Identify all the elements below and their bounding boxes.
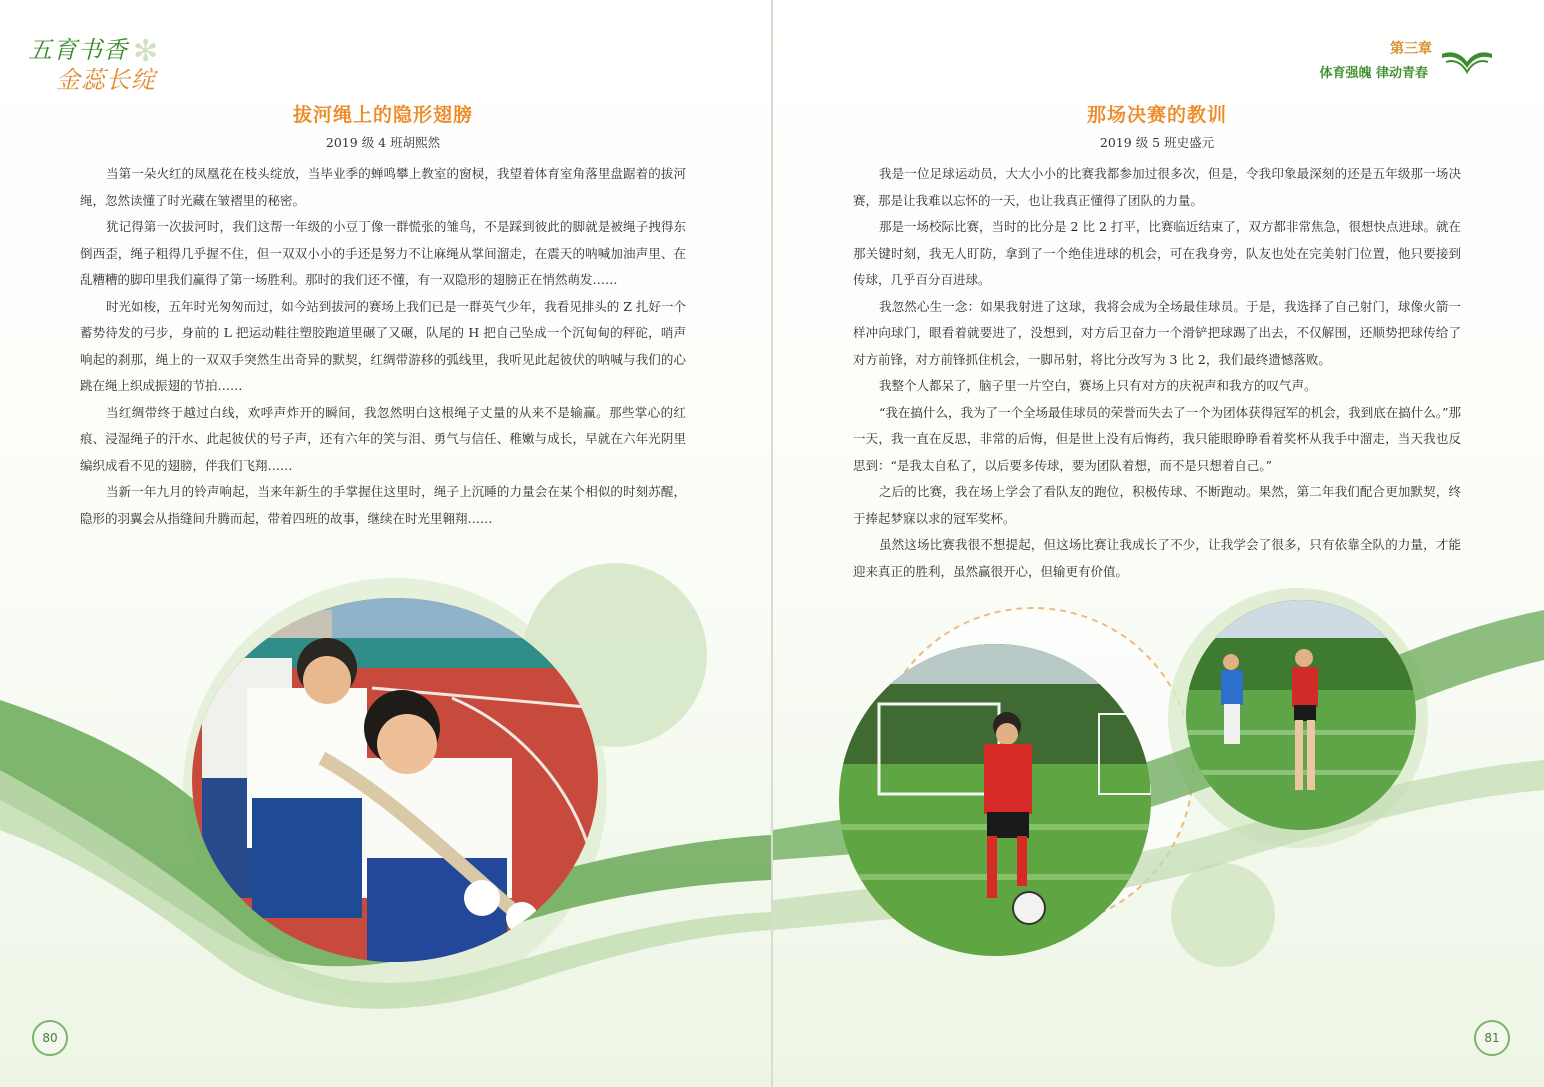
paragraph: 虽然这场比赛我很不想提起，但这场比赛让我成长了不少，让我学会了很多，只有依靠全队的力量，才能迎来真正的胜利，虽然赢很开心，但输更有价值。 [853, 537, 1461, 579]
right-article [853, 100, 1461, 585]
football-kick-photo [839, 644, 1151, 956]
left-page [0, 0, 771, 1087]
article-author: 2019 级 4 班胡熙然 [325, 135, 441, 150]
article-author: 2019 级 5 班史盛元 [1099, 135, 1215, 150]
paragraph: 当新一年九月的铃声响起，当来年新生的手掌握住这里时，绳子上沉睡的力量会在某个相似的时刻苏醒，隐形的羽翼会从指缝间升腾而起，带着四班的故事，继续在时光里翱翔…… [80, 484, 686, 526]
open-book-icon [1440, 46, 1494, 76]
paragraph: 当第一朵火红的凤凰花在枝头绽放，当毕业季的蝉鸣攀上教室的窗棂，我望着体育室角落里盘踞着的拔河绳，忽然读懂了时光藏在皱褶里的秘密。 [80, 166, 686, 208]
paragraph: 我是一位足球运动员，大大小小的比赛我都参加过很多次，但是，令我印象最深刻的还是五年级那一场决赛，那是让我难以忘怀的一天，也让我真正懂得了团队的力量。 [853, 166, 1461, 208]
paragraph: 时光如梭，五年时光匆匆而过，如今站到拔河的赛场上我们已是一群英气少年，我看见排头的 Z 扎好一个蓄势待发的弓步，身前的 L 把运动鞋往塑胶跑道里碾了又碾，队尾的 H 把自己坠成一个沉甸甸的秤砣，哨声响起的刹那，绳上的一双双手突然生出奇异的默契，红绸带游移的弧线里，我听见此起彼伏的呐喊与我们的心跳在绳上织成振翅的节拍…… [80, 298, 686, 393]
brand-line-2: 金蕊长绽 [56, 66, 156, 94]
paragraph: 当红绸带终于越过白线，欢呼声炸开的瞬间，我忽然明白这根绳子丈量的从来不是输赢。那些掌心的红痕、浸湿绳子的汗水、此起彼伏的号子声，还有六年的笑与泪、勇气与信任、稚嫩与成长，早就在六年光阴里编织成看不见的翅膀，伴我们飞翔…… [80, 404, 686, 473]
paragraph: 我整个人都呆了，脑子里一片空白，赛场上只有对方的庆祝声和我方的叹气声。 [879, 378, 1317, 393]
paragraph: “我在搞什么，我为了一个全场最佳球员的荣誉而失去了一个为团体获得冠军的机会，我到底在搞什么。”那一天，我一直在反思，非常的后悔，但是世上没有后悔药，我只能眼睁睁看着奖杯从我手中溜走，当天我也反思到：“是我太自私了，以后要多传球，要为团队着想，而不是只想着自己。” [853, 404, 1461, 473]
page-number: 80 [32, 1020, 68, 1056]
brand-line-1: 五育书香 [28, 36, 128, 64]
paragraph: 那是一场校际比赛，当时的比分是 2 比 2 打平，比赛临近结束了，双方都非常焦急，很想快点进球。就在那关键时刻，我无人盯防，拿到了一个绝佳进球的机会，可在我身旁，队友也处在完美射门位置，他只要接到传球，几乎百分百进球。 [853, 219, 1461, 287]
article-title: 拔河绳上的隐形翅膀 [292, 104, 473, 126]
article-title: 那场决赛的教训 [1086, 104, 1227, 126]
right-page [773, 0, 1544, 1087]
page-number: 81 [1474, 1020, 1510, 1056]
paragraph: 之后的比赛，我在场上学会了看队友的跑位，积极传球、不断跑动。果然，第二年我们配合更加默契，终于捧起梦寐以求的冠军奖杯。 [853, 484, 1461, 526]
chapter-label: 第三章 [1390, 41, 1432, 57]
chapter-subtitle: 体育强魄 律动青春 [1319, 66, 1428, 81]
brand-logo [28, 30, 168, 94]
tug-of-war-photo [192, 598, 598, 962]
left-article [80, 100, 686, 532]
flower-icon: ✻ [133, 34, 159, 69]
paragraph: 我忽然心生一念：如果我射进了这球，我将会成为全场最佳球员。于是，我选择了自己射门，球像火箭一样冲向球门，眼看着就要进了，没想到，对方后卫奋力一个滑铲把球踢了出去，不仅解围，还顺势把球传给了对方前锋，对方前锋抓住机会，一脚吊射，将比分改写为 3 比 2，我们最终遗憾落败。 [853, 298, 1461, 367]
football-players-photo [1186, 600, 1416, 830]
paragraph: 犹记得第一次拔河时，我们这帮一年级的小豆丁像一群慌张的雏鸟，不是踩到彼此的脚就是被绳子拽得东倒西歪，绳子粗得几乎握不住，但一双双小小的手还是努力不让麻绳从掌间溜走，在震天的呐喊加油声里、在乱糟糟的脚印里我们赢得了第一场胜利。那时的我们还不懂，有一双隐形的翅膀正在悄然萌发…… [80, 219, 686, 287]
